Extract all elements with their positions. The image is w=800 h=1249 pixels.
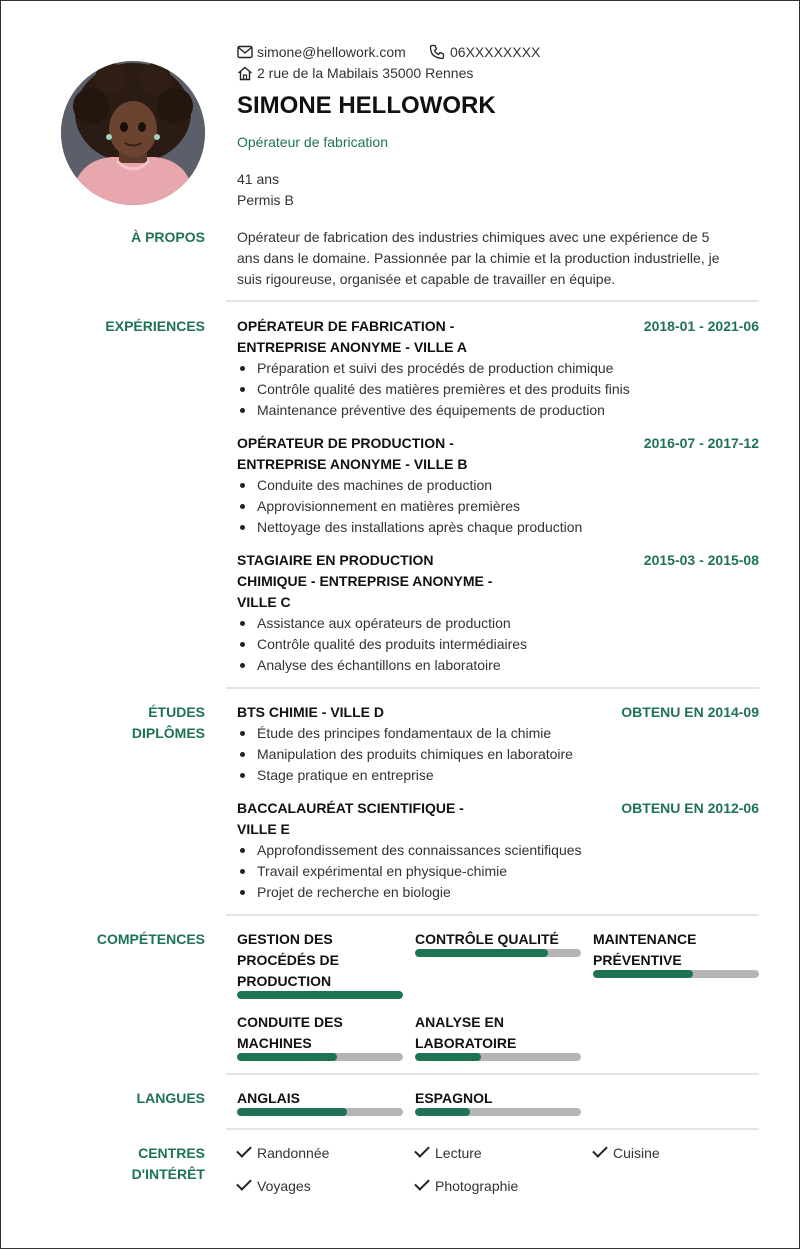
section-label-languages: LANGUES bbox=[136, 1090, 205, 1106]
about-line: ans dans le domaine. Passionnée par la chimie et la production industrielle, je bbox=[237, 250, 720, 266]
list-item: Préparation et suivi des procédés de production chimique bbox=[237, 358, 630, 379]
check-icon bbox=[592, 1142, 608, 1158]
education-title-line: BACCALAURÉAT SCIENTIFIQUE - bbox=[237, 800, 464, 816]
skill-level-bar bbox=[415, 949, 581, 957]
experience-dates: 2018-01 - 2021-06 bbox=[643, 318, 759, 334]
divider bbox=[226, 1073, 759, 1075]
experience-title-line: VILLE C bbox=[237, 594, 291, 610]
language-level-bar bbox=[415, 1108, 581, 1116]
skill-level-bar bbox=[415, 1053, 581, 1061]
list-item: Nettoyage des installations après chaque production bbox=[237, 517, 582, 538]
list-item: Contrôle qualité des produits intermédiaires bbox=[237, 634, 527, 655]
education-dates: OBTENU EN 2014-09 bbox=[621, 704, 759, 720]
phone-icon bbox=[429, 44, 445, 60]
divider bbox=[226, 687, 759, 689]
about-text bbox=[237, 227, 720, 290]
skill-level-bar bbox=[237, 991, 403, 999]
skill-name-line: PROCÉDÉS DE bbox=[237, 952, 339, 968]
skill-item bbox=[237, 1012, 407, 1054]
check-icon bbox=[414, 1175, 430, 1191]
experience-title bbox=[237, 316, 467, 358]
skill-name-line: PRODUCTION bbox=[237, 973, 332, 989]
interest-item bbox=[237, 1143, 329, 1164]
skill-level-fill bbox=[237, 991, 403, 999]
education-title bbox=[237, 702, 384, 723]
section-label-skills: COMPÉTENCES bbox=[96, 931, 205, 947]
list-item: Étude des principes fondamentaux de la chimie bbox=[237, 723, 573, 744]
section-label-about: À PROPOS bbox=[131, 229, 205, 245]
language-level-bar bbox=[237, 1108, 403, 1116]
divider bbox=[226, 300, 759, 302]
education-title-line: VILLE E bbox=[237, 821, 290, 837]
education-bullets bbox=[237, 840, 582, 903]
list-item: Analyse des échantillons en laboratoire bbox=[237, 655, 527, 676]
skill-name-line: CONDUITE DES bbox=[237, 1014, 343, 1030]
section-label-line: CENTRES bbox=[138, 1145, 205, 1161]
skill-name-line: GESTION DES bbox=[237, 931, 333, 947]
about-line: Opérateur de fabrication des industries chimiques avec une expérience de 5 bbox=[237, 229, 710, 245]
skill-name-line: MACHINES bbox=[237, 1035, 312, 1051]
interest-label: Randonnée bbox=[257, 1145, 330, 1161]
skill-item bbox=[415, 929, 585, 950]
education-bullets bbox=[237, 723, 573, 786]
candidate-name: SIMONE HELLOWORK bbox=[237, 92, 496, 119]
skill-level-fill bbox=[237, 1053, 337, 1061]
list-item: Assistance aux opérateurs de production bbox=[237, 613, 527, 634]
interest-item bbox=[593, 1143, 660, 1164]
experience-title-line: STAGIAIRE EN PRODUCTION bbox=[237, 552, 434, 568]
skill-level-bar bbox=[593, 970, 759, 978]
experience-bullets bbox=[237, 613, 527, 676]
skill-name-line: LABORATOIRE bbox=[415, 1035, 517, 1051]
home-icon bbox=[237, 66, 253, 81]
divider bbox=[226, 1128, 759, 1130]
list-item: Travail expérimental en physique-chimie bbox=[237, 861, 582, 882]
interest-label: Cuisine bbox=[613, 1145, 660, 1161]
skill-item bbox=[593, 929, 763, 971]
skill-name-line: PRÉVENTIVE bbox=[593, 952, 682, 968]
age: 41 ans bbox=[237, 171, 280, 187]
education-dates: OBTENU EN 2012-06 bbox=[621, 800, 759, 816]
experience-title-line: OPÉRATEUR DE PRODUCTION - bbox=[237, 435, 454, 451]
list-item: Projet de recherche en biologie bbox=[237, 882, 582, 903]
education-title-line: BTS CHIMIE - VILLE D bbox=[237, 704, 384, 720]
divider bbox=[226, 914, 759, 916]
skill-level-fill bbox=[593, 970, 693, 978]
experience-bullets bbox=[237, 358, 630, 421]
list-item: Maintenance préventive des équipements de production bbox=[237, 400, 630, 421]
list-item: Manipulation des produits chimiques en laboratoire bbox=[237, 744, 573, 765]
skill-level-bar bbox=[237, 1053, 403, 1061]
experience-dates: 2016-07 - 2017-12 bbox=[643, 435, 759, 451]
section-label-interests bbox=[60, 1143, 205, 1185]
list-item: Stage pratique en entreprise bbox=[237, 765, 573, 786]
list-item: Approvisionnement en matières premières bbox=[237, 496, 582, 517]
profile-photo bbox=[61, 61, 205, 205]
interest-label: Lecture bbox=[435, 1145, 482, 1161]
section-label-line: DIPLÔMES bbox=[131, 725, 205, 741]
skill-level-fill bbox=[415, 1053, 481, 1061]
interest-item bbox=[237, 1176, 311, 1197]
skill-name-line: ANALYSE EN bbox=[415, 1014, 504, 1030]
interest-label: Photographie bbox=[435, 1178, 519, 1194]
check-icon bbox=[414, 1142, 430, 1158]
language-level-fill bbox=[237, 1108, 347, 1116]
skill-item bbox=[415, 1012, 585, 1054]
experience-bullets bbox=[237, 475, 582, 538]
language-name: ANGLAIS bbox=[237, 1090, 300, 1106]
about-line: suis rigoureuse, organisée et capable de travailler en équipe. bbox=[237, 271, 616, 287]
experience-title bbox=[237, 433, 468, 475]
interest-item bbox=[415, 1143, 482, 1164]
list-item: Approfondissement des connaissances scientifiques bbox=[237, 840, 582, 861]
check-icon bbox=[236, 1142, 252, 1158]
driving-license: Permis B bbox=[237, 192, 294, 208]
section-label-line: D'INTÉRÊT bbox=[131, 1166, 205, 1182]
experience-title-line: CHIMIQUE - ENTREPRISE ANONYME - bbox=[237, 573, 493, 589]
email-text[interactable]: simone@hellowork.com bbox=[257, 44, 406, 60]
phone-text[interactable]: 06XXXXXXXX bbox=[450, 44, 541, 60]
experience-dates: 2015-03 - 2015-08 bbox=[643, 552, 759, 568]
list-item: Contrôle qualité des matières premières et des produits finis bbox=[237, 379, 630, 400]
job-title: Opérateur de fabrication bbox=[237, 134, 388, 150]
list-item: Conduite des machines de production bbox=[237, 475, 582, 496]
language-level-fill bbox=[415, 1108, 470, 1116]
language-name: ESPAGNOL bbox=[415, 1090, 493, 1106]
address-text: 2 rue de la Mabilais 35000 Rennes bbox=[257, 65, 474, 81]
experience-title-line: ENTREPRISE ANONYME - VILLE B bbox=[237, 456, 468, 472]
skill-level-fill bbox=[415, 949, 548, 957]
skill-name-line: MAINTENANCE bbox=[593, 931, 697, 947]
mail-icon bbox=[237, 45, 253, 59]
check-icon bbox=[236, 1175, 252, 1191]
experience-title bbox=[237, 550, 492, 613]
experience-title-line: OPÉRATEUR DE FABRICATION - bbox=[237, 318, 455, 334]
section-label-education bbox=[60, 702, 205, 744]
interest-label: Voyages bbox=[257, 1178, 311, 1194]
skill-item bbox=[237, 929, 407, 992]
education-title bbox=[237, 798, 464, 840]
section-label-experience: EXPÉRIENCES bbox=[105, 318, 205, 334]
experience-title-line: ENTREPRISE ANONYME - VILLE A bbox=[237, 339, 467, 355]
interest-item bbox=[415, 1176, 518, 1197]
skill-name-line: CONTRÔLE QUALITÉ bbox=[415, 931, 559, 947]
section-label-line: ÉTUDES bbox=[148, 704, 205, 720]
